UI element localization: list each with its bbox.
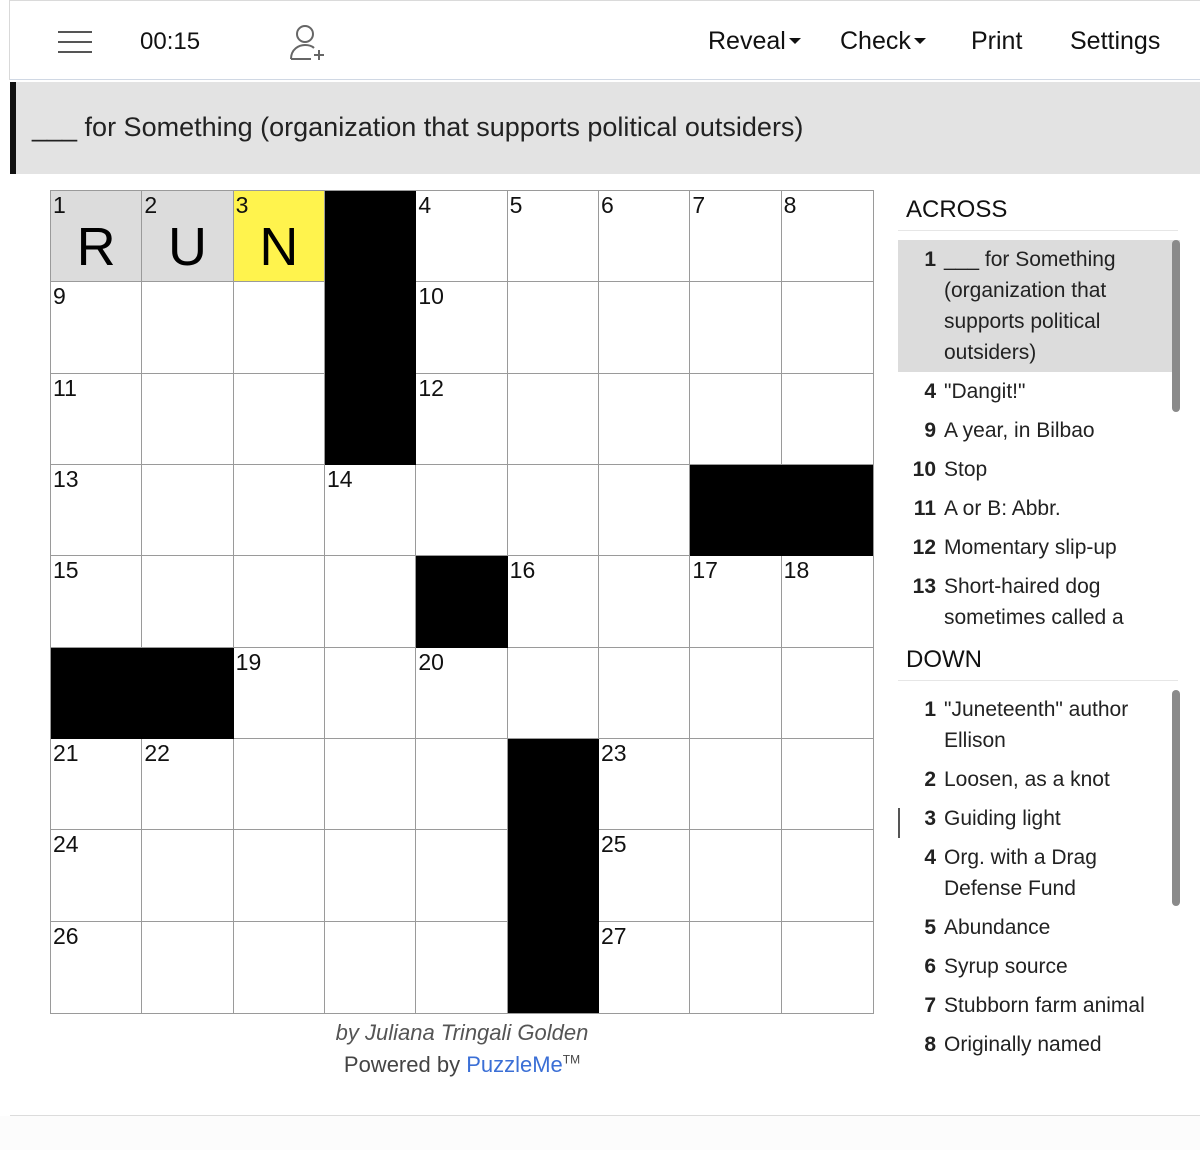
grid-cell[interactable] [51, 374, 142, 465]
cell-number: 24 [53, 831, 79, 858]
grid-cell[interactable] [599, 282, 690, 373]
grid-cell[interactable] [508, 282, 599, 373]
clue-number: 2 [924, 768, 936, 791]
cell-number: 23 [601, 740, 627, 766]
grid-cell[interactable] [325, 830, 416, 921]
cell-number: 8 [783, 192, 797, 218]
clue-item[interactable] [898, 838, 1180, 908]
cell-number: 4 [418, 192, 432, 218]
clue-number: 6 [924, 955, 936, 978]
crossword-grid [50, 190, 874, 1014]
black-cell [416, 556, 507, 647]
cell-number: 19 [235, 648, 262, 675]
grid-cell[interactable] [234, 556, 325, 647]
grid-cell[interactable] [599, 830, 690, 921]
grid-cell[interactable] [690, 191, 781, 282]
clue-number: 12 [912, 536, 936, 559]
grid-cell[interactable] [51, 556, 142, 647]
grid-cell[interactable] [599, 648, 690, 739]
grid-cell[interactable] [690, 739, 781, 830]
grid-cell[interactable] [142, 374, 233, 465]
clue-number: 4 [924, 380, 936, 403]
grid-cell[interactable] [325, 922, 416, 1013]
clue-number: 3 [924, 807, 936, 830]
grid-cell[interactable] [416, 465, 507, 556]
down-divider [898, 680, 1178, 681]
black-cell [142, 648, 233, 739]
cell-number: 2 [144, 192, 158, 218]
grid-cell[interactable] [508, 648, 599, 739]
grid-cell[interactable] [782, 191, 873, 282]
check-menu[interactable] [840, 27, 926, 56]
grid-cell[interactable] [782, 739, 873, 830]
grid-cell[interactable] [690, 922, 781, 1013]
grid-cell[interactable] [690, 282, 781, 373]
toolbar [10, 0, 1200, 80]
down-scrollbar[interactable] [1172, 690, 1180, 906]
puzzleme-link[interactable]: PuzzleMe [466, 1052, 563, 1077]
grid-cell[interactable] [325, 465, 416, 556]
grid-cell[interactable] [416, 648, 507, 739]
clue-number: 7 [924, 994, 936, 1017]
clue-number: 1 [924, 248, 936, 271]
clue-item[interactable] [898, 240, 1180, 372]
clue-text: Guiding light [944, 807, 1061, 830]
clue-text: Stubborn farm animal [944, 994, 1145, 1017]
powered-prefix: Powered by [343, 1052, 467, 1077]
reveal-label: Reveal [708, 27, 786, 55]
grid-cell[interactable] [234, 830, 325, 921]
down-heading: DOWN [906, 646, 982, 673]
cell-number: 7 [692, 192, 706, 218]
clue-text: Momentary slip-up [944, 536, 1117, 559]
black-cell [51, 648, 142, 739]
clue-number: 1 [924, 698, 936, 721]
grid-cell[interactable] [234, 465, 325, 556]
clue-text: ___ for Something (organization that supports political outsiders) [944, 248, 1116, 364]
clue-number: 5 [924, 916, 936, 939]
clue-text: Syrup source [944, 955, 1068, 978]
reveal-menu[interactable] [708, 27, 801, 56]
cell-number: 26 [53, 922, 79, 949]
grid-cell[interactable] [234, 282, 325, 373]
grid-cell[interactable] [51, 922, 142, 1013]
grid-cell[interactable] [234, 374, 325, 465]
clue-item[interactable] [898, 908, 1180, 947]
grid-cell[interactable] [690, 830, 781, 921]
clue-text: Abundance [944, 916, 1051, 939]
grid-cell[interactable] [599, 465, 690, 556]
cell-number: 5 [509, 192, 523, 218]
grid-cell[interactable] [690, 374, 781, 465]
black-cell [325, 282, 416, 373]
clue-item[interactable] [898, 411, 1180, 450]
caret-down-icon [789, 38, 801, 44]
clue-text: Org. with a Drag Defense Fund [944, 846, 1097, 900]
grid-cell[interactable] [599, 191, 690, 282]
clue-item[interactable] [898, 1025, 1180, 1064]
down-current-indicator [898, 808, 900, 838]
grid-cell[interactable] [508, 374, 599, 465]
grid-cell[interactable] [782, 648, 873, 739]
clue-text: Stop [944, 458, 988, 481]
grid-cell[interactable] [51, 191, 142, 282]
grid-cell[interactable] [416, 191, 507, 282]
cell-number: 20 [418, 648, 444, 675]
cell-number: 12 [418, 374, 444, 401]
down-clue-list[interactable] [898, 690, 1180, 1090]
cell-number: 21 [53, 740, 79, 766]
black-cell [325, 374, 416, 465]
clue-text: Short-haired dog sometimes called a [944, 575, 1124, 629]
cell-number: 17 [692, 557, 718, 584]
across-clue-list[interactable] [898, 240, 1180, 638]
black-cell [508, 830, 599, 921]
cell-number: 16 [509, 557, 536, 584]
grid-cell[interactable] [782, 374, 873, 465]
across-heading: ACROSS [906, 196, 1008, 223]
clue-item[interactable] [898, 372, 1180, 411]
grid-cell[interactable] [234, 648, 325, 739]
cell-letter: U [167, 217, 207, 277]
clue-item[interactable] [898, 489, 1180, 528]
cell-number: 3 [235, 192, 249, 218]
grid-cell[interactable] [142, 922, 233, 1013]
grid-cell[interactable] [142, 556, 233, 647]
grid-cell[interactable] [142, 465, 233, 556]
clue-text: A or B: Abbr. [944, 497, 1061, 520]
cell-number: 22 [144, 740, 170, 766]
cell-number: 11 [53, 374, 77, 401]
clue-text: "Dangit!" [944, 380, 1026, 403]
powered-by [50, 1052, 874, 1078]
trademark: TM [562, 1052, 581, 1067]
clue-item[interactable] [898, 567, 1180, 637]
current-clue-text: ___ for Something (organization that supports political outsiders) [32, 112, 804, 142]
clue-text: Loosen, as a knot [944, 768, 1110, 791]
bottom-strip [0, 1116, 1200, 1150]
clue-item[interactable] [898, 450, 1180, 489]
check-label: Check [840, 27, 911, 55]
clue-item[interactable] [898, 799, 1180, 838]
grid-cell[interactable] [325, 556, 416, 647]
grid-cell[interactable] [51, 739, 142, 830]
black-cell [782, 465, 873, 556]
clue-number: 13 [912, 575, 936, 598]
grid-cell[interactable] [599, 374, 690, 465]
grid-cell[interactable] [416, 922, 507, 1013]
clue-number: 11 [913, 497, 936, 520]
grid-cell[interactable] [508, 465, 599, 556]
clue-number: 9 [924, 419, 936, 442]
clue-number: 10 [912, 458, 936, 481]
grid-cell[interactable] [142, 282, 233, 373]
clue-item[interactable] [898, 986, 1180, 1025]
print-button[interactable]: Print [971, 27, 1023, 55]
clue-item[interactable] [898, 528, 1180, 567]
grid-cell[interactable] [234, 191, 325, 282]
grid-cell[interactable] [599, 739, 690, 830]
black-cell [325, 191, 416, 282]
grid-cell[interactable] [508, 556, 599, 647]
grid-cell[interactable] [782, 556, 873, 647]
clue-number: 8 [924, 1033, 936, 1056]
grid-cell[interactable] [416, 830, 507, 921]
across-divider [898, 230, 1178, 231]
cell-number: 27 [601, 922, 627, 949]
grid-cell[interactable] [142, 739, 233, 830]
black-cell [508, 922, 599, 1013]
grid-cell[interactable] [325, 648, 416, 739]
grid-cell[interactable] [51, 282, 142, 373]
grid-cell[interactable] [325, 739, 416, 830]
clue-text: "Juneteenth" author Ellison [944, 698, 1129, 752]
add-user-icon[interactable] [287, 23, 329, 63]
clue-item[interactable] [898, 690, 1180, 760]
cell-number: 25 [601, 831, 627, 858]
clue-text: A year, in Bilbao [944, 419, 1095, 442]
grid-cell[interactable] [142, 191, 233, 282]
caret-down-icon [914, 38, 926, 44]
cell-number: 10 [418, 283, 444, 310]
hamburger-menu-icon[interactable] [58, 29, 92, 55]
grid-cell[interactable] [234, 739, 325, 830]
cell-letter: R [76, 217, 116, 277]
grid-cell[interactable] [416, 374, 507, 465]
current-clue-bar [10, 82, 1200, 174]
grid-cell[interactable] [51, 465, 142, 556]
cell-number: 18 [783, 557, 810, 584]
grid-cell[interactable] [782, 830, 873, 921]
clue-number: 4 [924, 846, 936, 869]
cell-number: 13 [53, 466, 79, 492]
settings-button[interactable]: Settings [1070, 27, 1161, 55]
grid-cell[interactable] [416, 739, 507, 830]
cell-number: 9 [53, 283, 66, 310]
cell-number: 1 [53, 192, 66, 218]
grid-cell[interactable] [782, 922, 873, 1013]
grid-cell[interactable] [234, 922, 325, 1013]
clue-item[interactable] [898, 947, 1180, 986]
black-cell [508, 739, 599, 830]
byline: by Juliana Tringali Golden [335, 1020, 589, 1045]
grid-cell[interactable] [782, 282, 873, 373]
grid-cell[interactable] [599, 922, 690, 1013]
grid-cell[interactable] [508, 191, 599, 282]
grid-cell[interactable] [142, 830, 233, 921]
grid-cell[interactable] [51, 830, 142, 921]
cell-number: 14 [327, 466, 353, 492]
grid-cell[interactable] [416, 282, 507, 373]
grid-cell[interactable] [690, 648, 781, 739]
cell-number: 6 [601, 192, 614, 218]
black-cell [690, 465, 781, 556]
grid-cell[interactable] [690, 556, 781, 647]
cell-letter: N [259, 217, 299, 277]
clue-text: Originally named [944, 1033, 1102, 1056]
grid-cell[interactable] [599, 556, 690, 647]
across-scrollbar[interactable] [1172, 240, 1180, 412]
clue-item[interactable] [898, 760, 1180, 799]
cell-number: 15 [53, 557, 79, 584]
timer: 00:15 [140, 28, 201, 55]
